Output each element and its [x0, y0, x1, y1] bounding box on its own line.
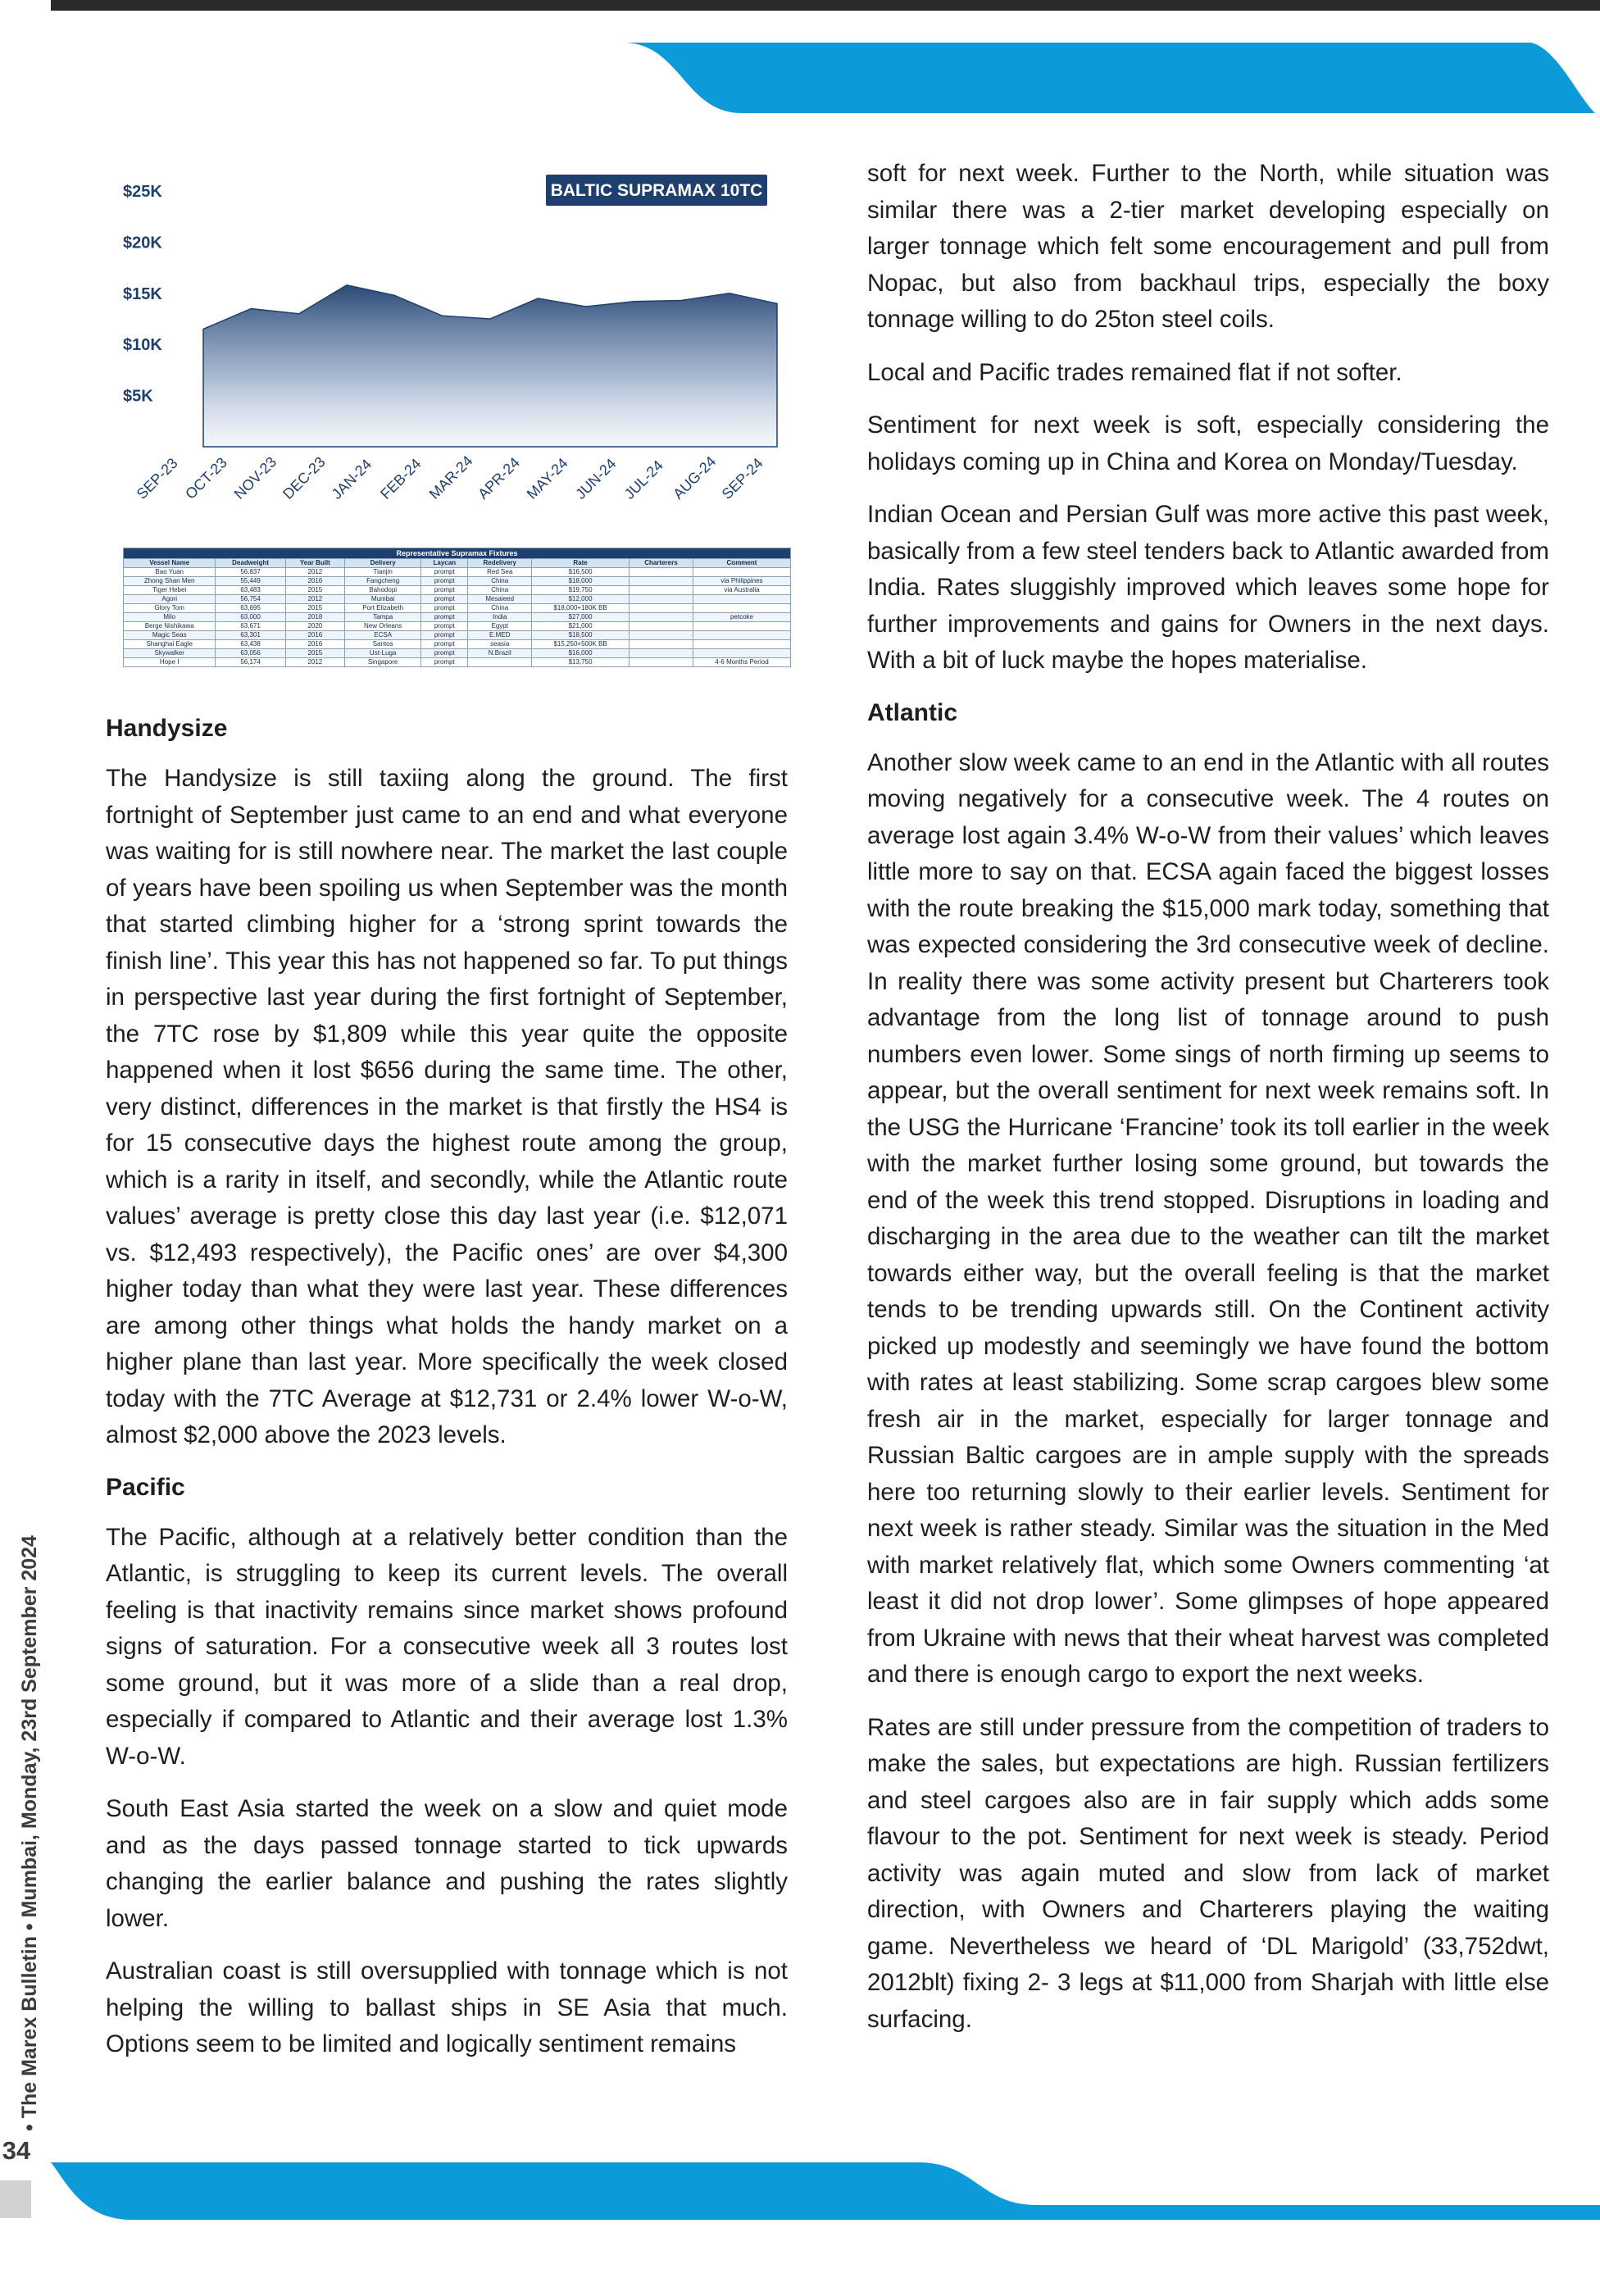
- heading-atlantic: Atlantic: [867, 698, 958, 726]
- table-cell: N.Brazil: [468, 649, 532, 658]
- y-tick-label: $25K: [123, 183, 162, 201]
- paragraph: South East Asia started the week on a slow and quiet mode and as the days passed tonnage started to tick upwards changing the earlier balance and pushing the rates slightly lower.: [106, 1795, 788, 1932]
- table-header-cell: Vessel Name: [124, 559, 216, 568]
- y-tick-label: $5K: [123, 387, 153, 406]
- fixtures-table: [123, 548, 791, 667]
- table-cell: China: [468, 586, 532, 595]
- table-row: [124, 640, 791, 649]
- table-cell: Bao Yuan: [124, 568, 216, 577]
- table-cell: prompt: [421, 649, 468, 658]
- table-cell: [693, 640, 790, 649]
- left-column: [106, 712, 788, 2080]
- table-header-cell: Delivery: [344, 559, 420, 568]
- table-cell: 2012: [285, 595, 344, 604]
- fixtures-title: Representative Supramax Fixtures: [124, 548, 791, 559]
- table-cell: Fangcheng: [344, 577, 420, 586]
- table-cell: Ust-Luga: [344, 649, 420, 658]
- table-row: [124, 622, 791, 631]
- table-cell: 55,449: [216, 577, 285, 586]
- table-cell: $18,000: [532, 577, 630, 586]
- table-cell: $19,750: [532, 586, 630, 595]
- table-cell: [629, 640, 693, 649]
- x-tick-label: JUN-24: [572, 455, 620, 502]
- table-cell: via Australia: [693, 586, 790, 595]
- table-cell: [468, 658, 532, 667]
- table-row: [124, 631, 791, 640]
- table-cell: 63,438: [216, 640, 285, 649]
- x-tick-label: JUL-24: [620, 457, 666, 502]
- table-row: [124, 595, 791, 604]
- table-cell: [693, 649, 790, 658]
- y-tick-label: $20K: [123, 234, 162, 252]
- table-cell: prompt: [421, 586, 468, 595]
- table-cell: Magic Seas: [124, 631, 216, 640]
- table-cell: 63,483: [216, 586, 285, 595]
- table-header-cell: Year Built: [285, 559, 344, 568]
- table-cell: Skywalker: [124, 649, 216, 658]
- x-tick-label: SEP-23: [133, 454, 181, 502]
- table-header-cell: Redelivery: [468, 559, 532, 568]
- table-cell: 56,754: [216, 595, 285, 604]
- table-row: [124, 568, 791, 577]
- table-cell: prompt: [421, 622, 468, 631]
- chart-title: BALTIC SUPRAMAX 10TC: [550, 181, 763, 200]
- table-cell: 2016: [285, 640, 344, 649]
- table-cell: prompt: [421, 604, 468, 613]
- table-cell: 63,301: [216, 631, 285, 640]
- paragraph: Another slow week came to an end in the Atlantic with all routes moving negatively for a consecutive week. The 4 routes on average lost again 3.4% W-o-W from their values’ which leaves little more to say on that. ECSA again faced the biggest losses with the route breaking the $15,000 mark today, something that was expected considering the 3rd consecutive week of decline. In reality there was some activity present but Charterers took advantage from the long list of tonnage around to push numbers even lower. Some sings of north firming up seems to appear, but the overall sentiment for next week remains soft. In the USG the Hurricane ‘Francine’ took its toll earlier in the week with the market further losing some ground, but towards the end of the week this trend stopped. Disruptions in loading and discharging in the area due to the weather can tilt the market towards either way, but the overall feeling is that the market tends to be trending upwards still. On the Continent activity picked up modestly and seemingly we have found the bottom with rates at least stabilizing. Some scrap cargoes blew some fresh air in the market, especially for larger tonnage and Russian Baltic cargoes are in ample supply with the spreads here too returning slowly to their earlier levels. Sentiment for next week is rather steady. Similar was the situation in the Med with market relatively flat, which some Owners commenting ‘at least it did not drop lower’. Some glimpses of hope appeared from Ukraine with news that their wheat harvest was completed and there is enough cargo to export the next weeks.: [867, 748, 1549, 1688]
- table-cell: 2018: [285, 613, 344, 622]
- x-tick-label: DEC-23: [280, 453, 329, 502]
- table-cell: 2012: [285, 568, 344, 577]
- y-tick-label: $15K: [123, 284, 162, 303]
- paragraph: The Handysize is still taxiing along the ground. The first fortnight of September just came to an end and what everyone was waiting for is still nowhere near. The market the last couple of years have been spoiling us when September was the month that started climbing higher for a ‘strong sprint towards the finish line’. This year this has not happened so far. To put things in perspective last year during the first fortnight of September, the 7TC rose by $1,809 while this year quite the opposite happened when it lost $656 during the same time. The other, very distinct, differences in the market is that firstly the HS4 is for 15 consecutive days the highest route among the group, which is a rarity in itself, and secondly, while the Atlantic route values’ average is pretty close this day last year (i.e. $12,071 vs. $12,493 respectively), the Pacific ones’ are over $4,300 higher today than what they were last year. These differences are among other things what holds the handy market on a higher plane than last year. More specifically the week closed today with the 7TC Average at $12,731 or 2.4% lower W-o-W, almost $2,000 above the 2023 levels.: [106, 765, 788, 1448]
- x-tick-label: FEB-24: [377, 455, 425, 502]
- table-cell: [629, 604, 693, 613]
- table-cell: Santos: [344, 640, 420, 649]
- table-cell: Mumbai: [344, 595, 420, 604]
- x-tick-label: OCT-23: [182, 454, 230, 502]
- table-cell: 63,000: [216, 613, 285, 622]
- table-cell: ECSA: [344, 631, 420, 640]
- table-cell: Tiger Hebei: [124, 586, 216, 595]
- x-tick-label: JAN-24: [328, 456, 375, 502]
- table-cell: prompt: [421, 658, 468, 667]
- table-cell: prompt: [421, 631, 468, 640]
- table-cell: [629, 568, 693, 577]
- table-cell: [693, 631, 790, 640]
- table-header-cell: Laycan: [421, 559, 468, 568]
- table-row: [124, 649, 791, 658]
- table-cell: $15,250+500K BB: [532, 640, 630, 649]
- table-cell: [629, 577, 693, 586]
- table-cell: prompt: [421, 595, 468, 604]
- table-cell: [693, 622, 790, 631]
- table-cell: [629, 586, 693, 595]
- x-tick-label: MAY-24: [523, 454, 571, 502]
- table-cell: $18,000+180K BB: [532, 604, 630, 613]
- heading-handysize: Handysize: [106, 715, 228, 742]
- table-cell: 2012: [285, 658, 344, 667]
- page-number: 34: [2, 2136, 31, 2165]
- table-cell: prompt: [421, 577, 468, 586]
- table-cell: prompt: [421, 613, 468, 622]
- table-cell: 2020: [285, 622, 344, 631]
- table-cell: Singapore: [344, 658, 420, 667]
- table-cell: India: [468, 613, 532, 622]
- table-cell: prompt: [421, 640, 468, 649]
- table-cell: Hope I: [124, 658, 216, 667]
- chart-area-series: [203, 285, 777, 447]
- x-tick-label: MAR-24: [425, 452, 476, 502]
- table-cell: Agori: [124, 595, 216, 604]
- running-title: • The Marex Bulletin • Mumbai, Monday, 23rd September 2024: [18, 1535, 41, 2131]
- table-cell: Berge Nishikawa: [124, 622, 216, 631]
- table-cell: [629, 649, 693, 658]
- table-row: [124, 604, 791, 613]
- x-tick-label: NOV-23: [230, 453, 280, 502]
- table-cell: 56,837: [216, 568, 285, 577]
- table-cell: $12,000: [532, 595, 630, 604]
- table-cell: 2016: [285, 577, 344, 586]
- paragraph: Rates are still under pressure from the competition of traders to make the sales, but expectations are high. Russian fertilizers and steel cargoes also are in fair supply which adds some flavour to the pot. Sentiment for next week is steady. Period activity was again muted and slow from lack of market direction, with Owners and Charterers playing the waiting game. Nevertheless we heard of ‘DL Marigold’ (33,752dwt, 2012blt) fixing 2- 3 legs at $11,000 from Sharjah with little else surfacing.: [867, 1713, 1549, 2033]
- table-cell: 4-6 Months Period: [693, 658, 790, 667]
- footer-banner: [0, 2156, 1600, 2238]
- table-cell: 2016: [285, 631, 344, 640]
- paragraph: Indian Ocean and Persian Gulf was more active this past week, basically from a few steel tenders back to Atlantic awarded from India. Rates sluggishly improved which leaves some hope for further improvements and gains for Owners in the next days. With a bit of luck maybe the hopes materialise.: [867, 501, 1549, 674]
- table-row: [124, 613, 791, 622]
- table-cell: 2015: [285, 586, 344, 595]
- table-cell: [629, 631, 693, 640]
- x-tick-label: AUG-24: [670, 452, 720, 502]
- table-cell: 2015: [285, 604, 344, 613]
- table-cell: Egypt: [468, 622, 532, 631]
- table-header-cell: Rate: [532, 559, 630, 568]
- table-cell: via Philippines: [693, 577, 790, 586]
- table-header-cell: Charterers: [629, 559, 693, 568]
- table-cell: 63,695: [216, 604, 285, 613]
- table-cell: $21,000: [532, 622, 630, 631]
- x-tick-label: APR-24: [475, 454, 523, 502]
- table-cell: [693, 568, 790, 577]
- table-cell: $27,000: [532, 613, 630, 622]
- table-cell: E.MED: [468, 631, 532, 640]
- table-row: [124, 658, 791, 667]
- table-cell: Milo: [124, 613, 216, 622]
- heading-pacific: Pacific: [106, 1473, 185, 1501]
- table-cell: [629, 595, 693, 604]
- paragraph: soft for next week. Further to the North, while situation was similar there was a 2-tier market developing especially on larger tonnage which felt some encouragement and pull from Nopac, but also from backhaul trips, especially the boxy tonnage willing to do 25ton steel coils.: [867, 160, 1549, 333]
- table-cell: 2015: [285, 649, 344, 658]
- table-cell: Bahodopi: [344, 586, 420, 595]
- baltic-supramax-chart: [113, 160, 793, 529]
- paragraph: Local and Pacific trades remained flat if not softer.: [867, 358, 1402, 386]
- table-cell: Mesaieed: [468, 595, 532, 604]
- table-cell: New Orleans: [344, 622, 420, 631]
- table-cell: 63,056: [216, 649, 285, 658]
- paragraph: The Pacific, although at a relatively better condition than the Atlantic, is struggling to keep its current levels. The overall feeling is that inactivity remains since market shows profound signs of saturation. For a consecutive week all 3 routes lost some ground, but it was more of a slide than a real drop, especially if compared to Atlantic and their average lost 1.3% W-o-W.: [106, 1523, 788, 1770]
- table-cell: [629, 622, 693, 631]
- table-cell: Tianjin: [344, 568, 420, 577]
- right-column: [867, 156, 1549, 2054]
- table-cell: $16,000: [532, 649, 630, 658]
- table-row: [124, 577, 791, 586]
- table-cell: Tampa: [344, 613, 420, 622]
- table-cell: [693, 595, 790, 604]
- header-banner: [0, 0, 1600, 123]
- table-cell: [629, 658, 693, 667]
- table-cell: $18,500: [532, 631, 630, 640]
- paragraph: Australian coast is still oversupplied with tonnage which is not helping the willing to ballast ships in SE Asia that much. Options seem to be limited and logically sentiment remains: [106, 1957, 788, 2057]
- table-cell: Port Elizabeth: [344, 604, 420, 613]
- table-cell: [693, 604, 790, 613]
- table-cell: prompt: [421, 568, 468, 577]
- table-cell: $13,750: [532, 658, 630, 667]
- x-tick-label: SEP-24: [718, 454, 766, 502]
- table-cell: China: [468, 577, 532, 586]
- paragraph: Sentiment for next week is soft, especially considering the holidays coming up in China and Korea on Monday/Tuesday.: [867, 411, 1549, 475]
- table-header-cell: Deadweight: [216, 559, 285, 568]
- table-cell: Glory Tom: [124, 604, 216, 613]
- table-cell: seasia: [468, 640, 532, 649]
- table-cell: 63,671: [216, 622, 285, 631]
- table-cell: China: [468, 604, 532, 613]
- table-cell: Red Sea: [468, 568, 532, 577]
- table-cell: petcoke: [693, 613, 790, 622]
- table-cell: Shanghai Eagle: [124, 640, 216, 649]
- table-cell: [629, 613, 693, 622]
- table-cell: Zhong Shan Men: [124, 577, 216, 586]
- table-cell: 56,174: [216, 658, 285, 667]
- table-header-cell: Comment: [693, 559, 790, 568]
- table-row: [124, 586, 791, 595]
- y-tick-label: $10K: [123, 336, 162, 355]
- table-cell: $16,500: [532, 568, 630, 577]
